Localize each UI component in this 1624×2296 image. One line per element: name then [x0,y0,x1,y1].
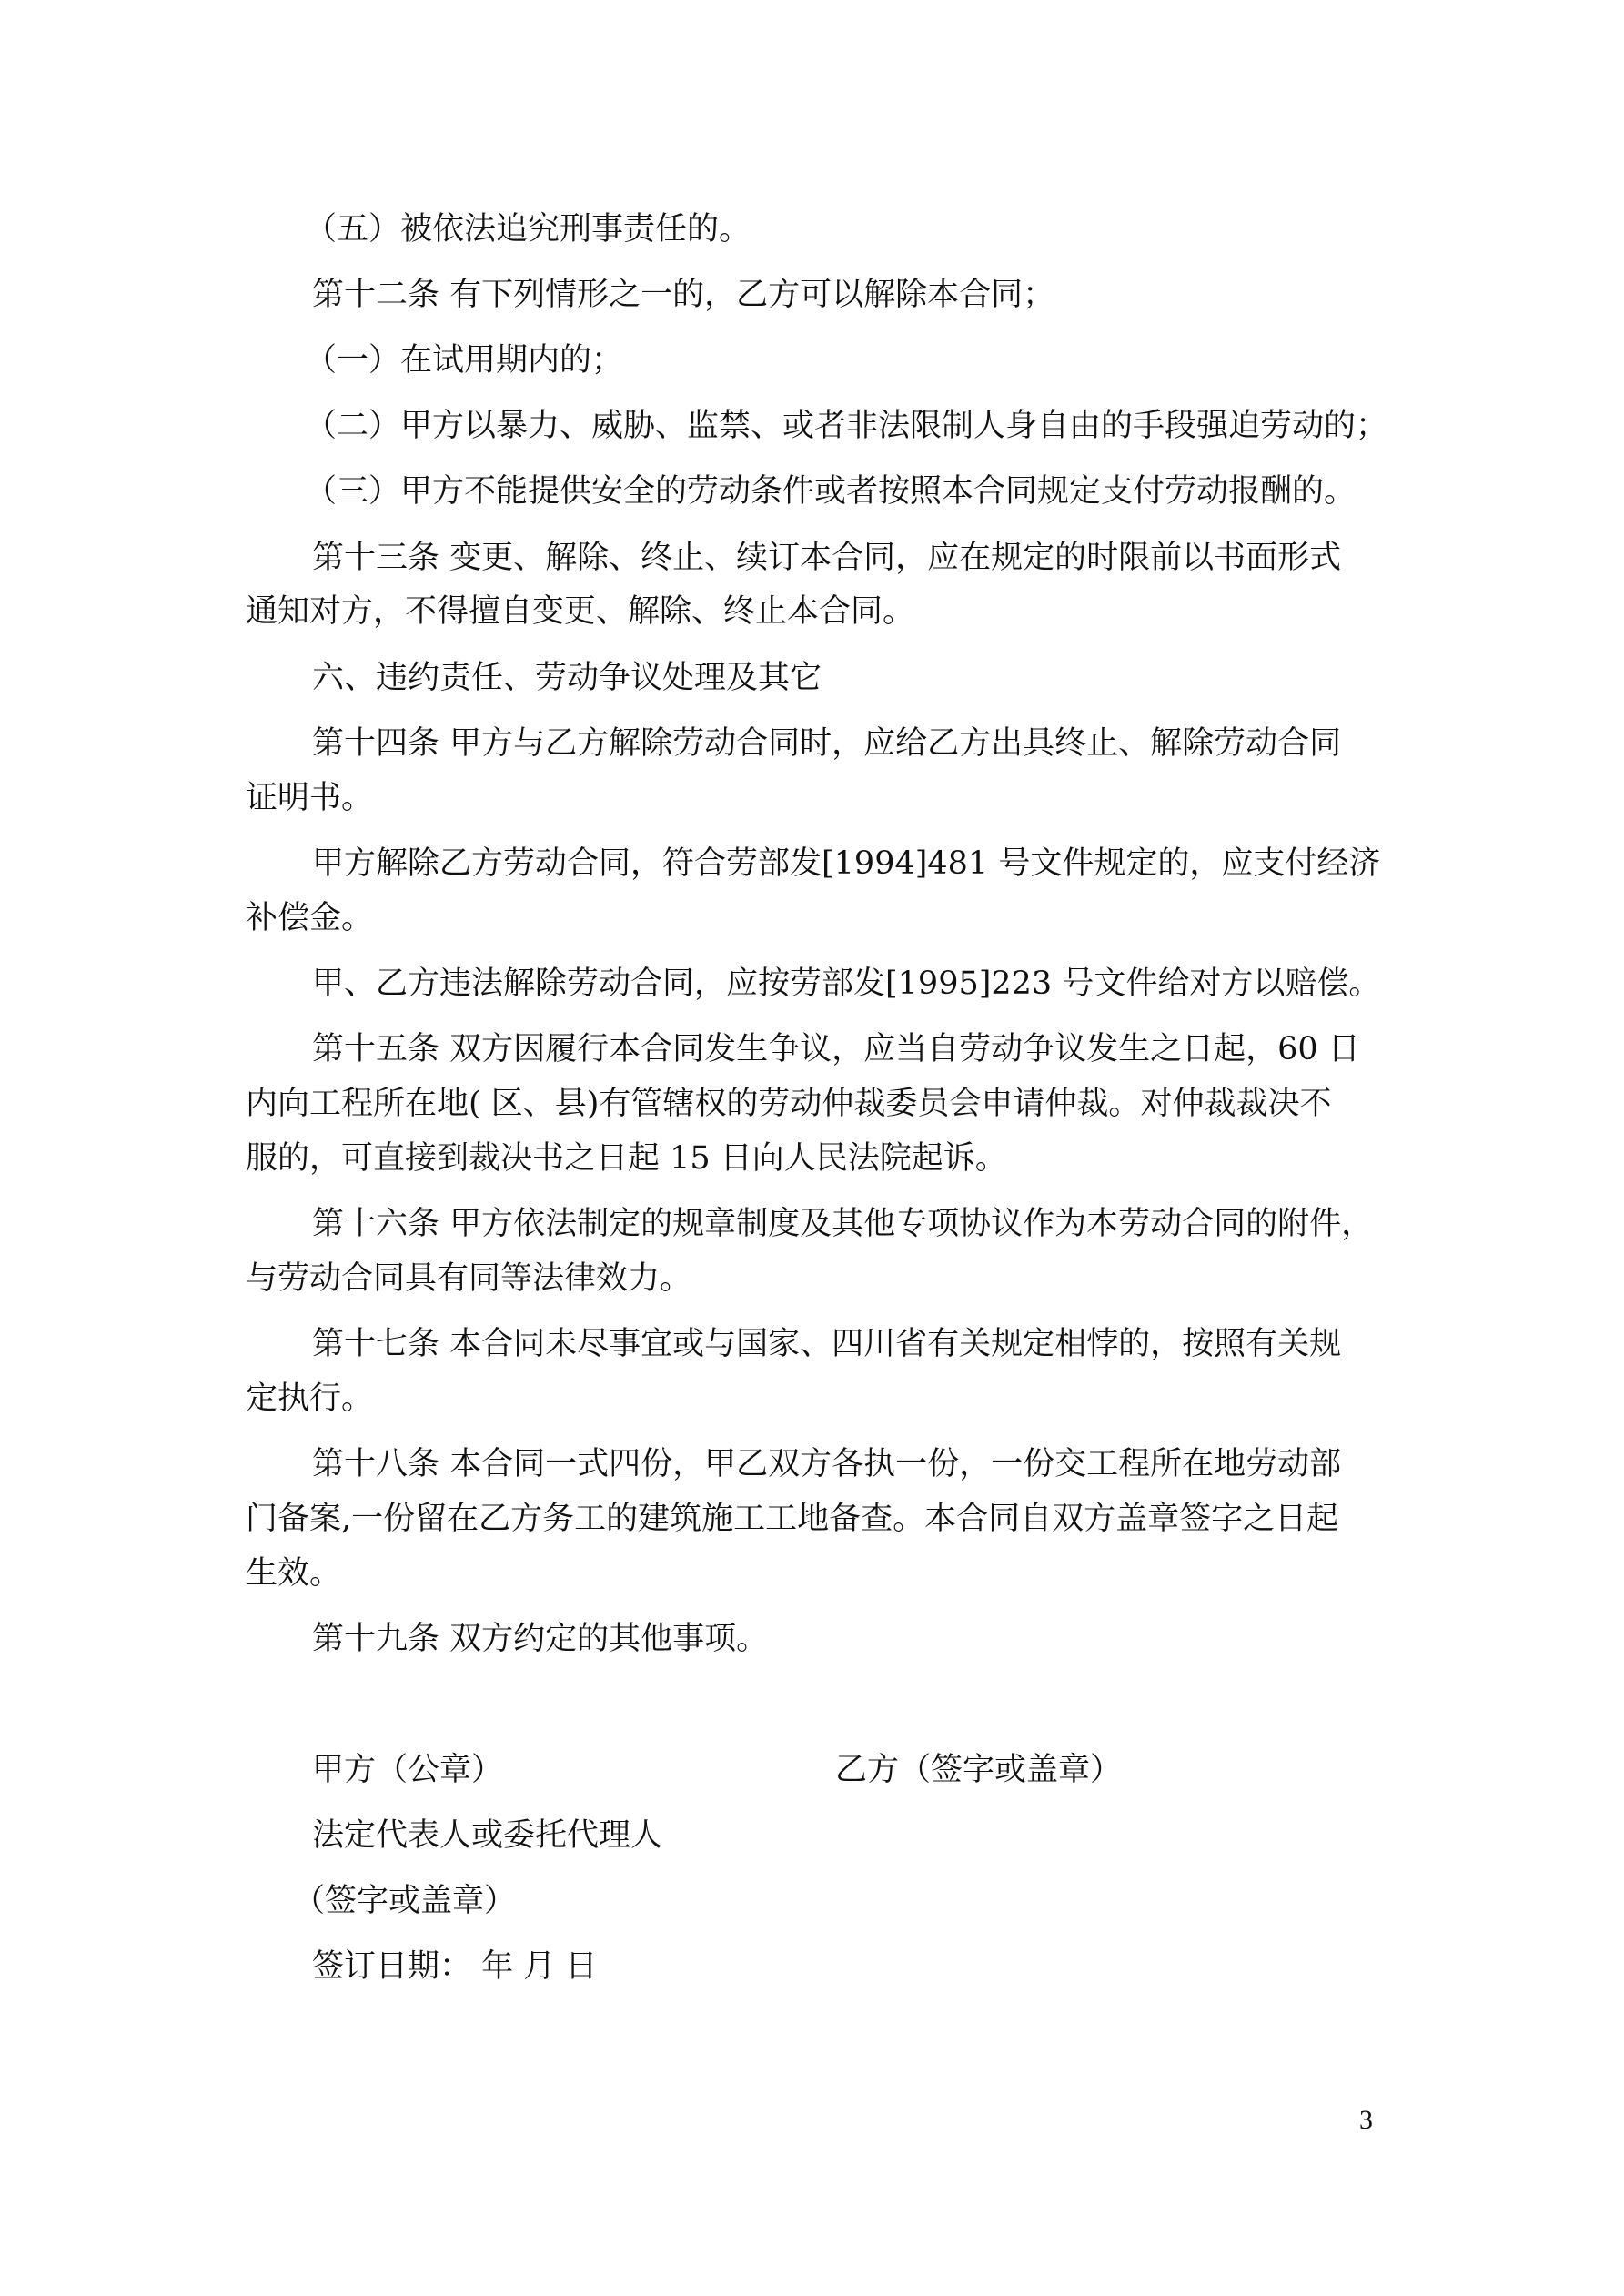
signature-party-a: 甲方（公章） [312,1752,504,1788]
article-15: 第十五条 双方因履行本合同发生争议，应当自劳动争议发生之日起，60 日 [312,1031,1360,1067]
article-15-cont-2: 服的，可直接到裁决书之日起 15 日向人民法院起诉。 [246,1140,1007,1177]
article-15-cont-1: 内向工程所在地( 区、县)有管辖权的劳动仲裁委员会申请仲裁。对仲裁裁决不 [246,1086,1332,1122]
article-13: 第十三条 变更、解除、终止、续订本合同，应在规定的时限前以书面形式 [312,540,1342,576]
article-17-cont: 定执行。 [246,1381,374,1417]
signing-date: 签订日期： 年 月 日 [312,1948,598,1985]
article-19: 第十九条 双方约定的其他事项。 [312,1621,769,1657]
article-14-para-3: 甲、乙方违法解除劳动合同，应按劳部发[1995]223 号文件给对方以赔偿。 [312,966,1381,1002]
article-12: 第十二条 有下列情形之一的，乙方可以解除本合同； [312,277,1055,313]
article-14-para-2: 甲方解除乙方劳动合同，符合劳部发[1994]481 号文件规定的，应支付经济 [312,845,1381,882]
signature-party-b: 乙方（签字或盖章） [835,1752,1123,1788]
article-12-item-1: （一）在试用期内的； [305,342,624,379]
clause-item-5: （五）被依法追究刑事责任的。 [305,211,751,248]
article-14-cont: 证明书。 [246,780,374,816]
article-17: 第十七条 本合同未尽事宜或与国家、四川省有关规定相悖的，按照有关规 [312,1326,1342,1362]
article-12-item-3: （三）甲方不能提供安全的劳动条件或者按照本合同规定支付劳动报酬的。 [305,473,1357,510]
signature-sign-or-seal: （签字或盖章） [293,1883,517,1919]
article-12-item-2: （二）甲方以暴力、威胁、监禁、或者非法限制人身自由的手段强迫劳动的； [305,408,1388,444]
article-13-cont: 通知对方，不得擅自变更、解除、终止本合同。 [246,593,915,630]
article-14-para-2-cont: 补偿金。 [246,900,374,936]
article-16: 第十六条 甲方依法制定的规章制度及其他专项协议作为本劳动合同的附件， [312,1206,1374,1242]
section-6-heading: 六、违约责任、劳动争议处理及其它 [312,660,822,696]
article-14: 第十四条 甲方与乙方解除劳动合同时，应给乙方出具终止、解除劳动合同 [312,725,1342,762]
article-18: 第十八条 本合同一式四份，甲乙双方各执一份，一份交工程所在地劳动部 [312,1446,1342,1482]
signature-representative: 法定代表人或委托代理人 [312,1817,663,1854]
article-16-cont: 与劳动合同具有同等法律效力。 [246,1260,692,1297]
article-18-cont-1: 门备案,一份留在乙方务工的建筑施工工地备查。本合同自双方盖章签字之日起 [246,1501,1339,1537]
page-number: 3 [1359,2105,1373,2135]
article-18-cont-2: 生效。 [246,1555,342,1592]
